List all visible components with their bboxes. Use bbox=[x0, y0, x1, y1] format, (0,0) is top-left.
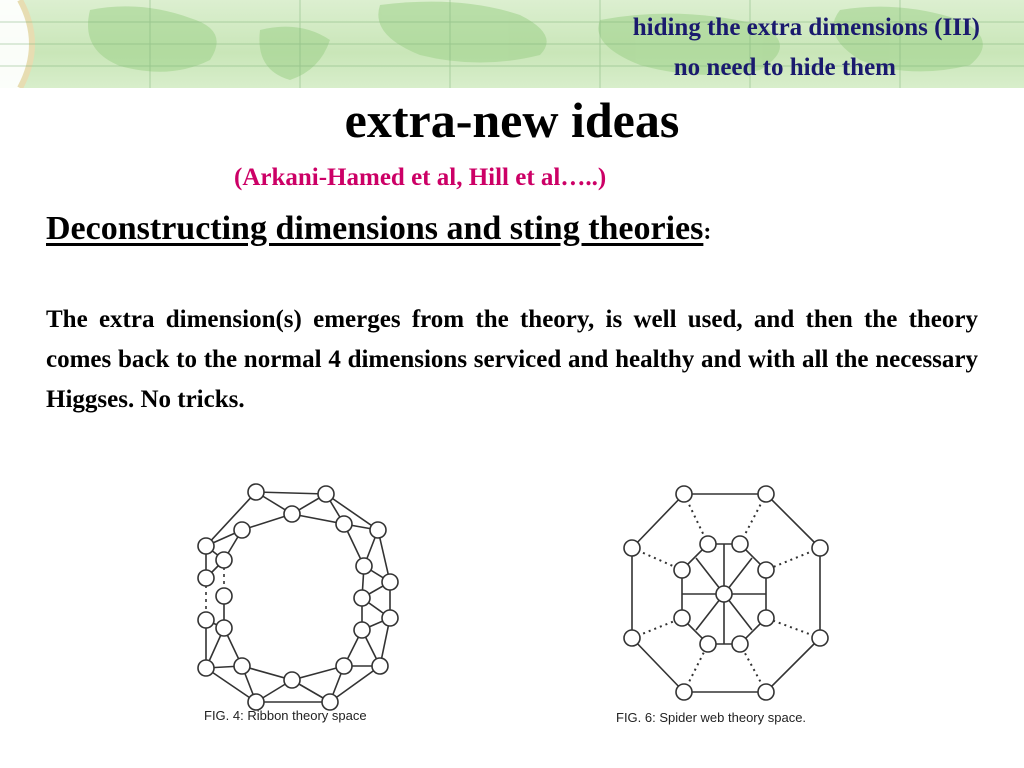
figure-ribbon bbox=[180, 478, 520, 750]
header-banner bbox=[0, 0, 1024, 88]
figure-spider-web bbox=[520, 478, 842, 750]
header-line-1: hiding the extra dimensions (III) bbox=[632, 14, 980, 41]
section-heading-text: Deconstructing dimensions and sting theories bbox=[46, 210, 704, 247]
section-heading-colon: : bbox=[703, 219, 712, 245]
slide-subtitle: (Arkani-Hamed et al, Hill et al…..) bbox=[234, 164, 607, 191]
section-heading bbox=[46, 210, 711, 248]
figure-ribbon-caption: FIG. 4: Ribbon theory space bbox=[204, 708, 367, 723]
header-line-2: no need to hide them bbox=[673, 54, 896, 81]
body-paragraph: The extra dimension(s) emerges from the theory, is well used, and then the theory comes back to the normal 4 dimensions serviced and healthy and with all the necessary Higgses. No tricks. bbox=[46, 306, 978, 413]
figure-spider-web-caption: FIG. 6: Spider web theory space. bbox=[616, 710, 807, 725]
slide-title: extra-new ideas bbox=[344, 92, 680, 148]
